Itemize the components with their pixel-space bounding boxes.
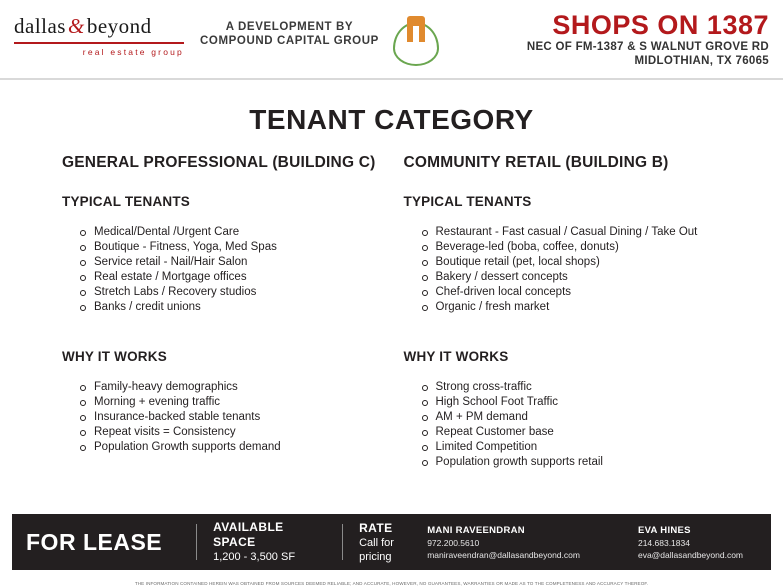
column-general-professional bbox=[62, 154, 386, 470]
typical-tenants-label: TYPICAL TENANTS bbox=[62, 194, 191, 209]
list-item: Organic / fresh market bbox=[422, 300, 728, 315]
contact-email[interactable]: eva@dallasandbeyond.com bbox=[637, 549, 743, 560]
list-item: Restaurant - Fast casual / Casual Dining / Take Out bbox=[422, 225, 728, 240]
list-item: Family-heavy demographics bbox=[80, 380, 386, 395]
page-header bbox=[0, 0, 783, 78]
list-item: High School Foot Traffic bbox=[422, 395, 728, 410]
project-title: SHOPS ON 1387 bbox=[552, 10, 769, 40]
available-space-label: AVAILABLE SPACE bbox=[213, 520, 284, 549]
project-address-1: NEC OF FM-1387 & S WALNUT GROVE RD bbox=[526, 41, 769, 53]
footer-divider bbox=[196, 524, 197, 560]
contact-email[interactable]: maniraveendran@dallasandbeyond.com bbox=[427, 549, 580, 560]
rate-label: RATE bbox=[359, 520, 393, 535]
available-space-value: 1,200 - 3,500 SF bbox=[213, 551, 296, 563]
typical-tenants-list bbox=[422, 225, 728, 315]
list-item: Bakery / dessert concepts bbox=[422, 270, 728, 285]
brand-tagline: real estate group bbox=[82, 47, 184, 57]
list-item: Chef-driven local concepts bbox=[422, 285, 728, 300]
list-item: AM + PM demand bbox=[422, 410, 728, 425]
why-it-works-list bbox=[80, 380, 386, 455]
brand-name-left: dallas bbox=[14, 14, 66, 38]
for-lease-label: FOR LEASE bbox=[26, 528, 163, 555]
footer-bar bbox=[12, 514, 771, 570]
category-columns bbox=[0, 154, 783, 470]
list-item: Banks / credit unions bbox=[80, 300, 386, 315]
typical-tenants-label: TYPICAL TENANTS bbox=[403, 194, 532, 209]
contact-card bbox=[427, 524, 580, 561]
list-item: Service retail - Nail/Hair Salon bbox=[80, 255, 386, 270]
list-item: Population growth supports retail bbox=[422, 455, 728, 470]
list-item: Morning + evening traffic bbox=[80, 395, 386, 410]
rate-value: Call for pricing bbox=[359, 536, 394, 563]
why-it-works-label: WHY IT WORKS bbox=[403, 349, 509, 364]
brand-divider bbox=[14, 42, 184, 44]
typical-tenants-list bbox=[80, 225, 386, 315]
disclaimer-text: THE INFORMATION CONTAINED HEREIN WAS OBTAINED FROM SOURCES DEEMED RELIABLE; AND ACCURATE, HOWEVER, NO GUARANTEES, WARRANTIES OR MADE AS TO THE COMPLETENESS AND ACCURACY THEREOF. bbox=[134, 581, 649, 586]
column-heading: COMMUNITY RETAIL (BUILDING B) bbox=[403, 154, 669, 171]
spacer bbox=[404, 315, 728, 349]
why-it-works-list bbox=[422, 380, 728, 470]
main-content bbox=[0, 78, 783, 470]
developer-credit bbox=[200, 8, 379, 48]
brand-name bbox=[14, 14, 186, 39]
why-it-works-label: WHY IT WORKS bbox=[62, 349, 167, 364]
brand-ampersand: & bbox=[67, 14, 85, 38]
page-title: TENANT CATEGORY bbox=[249, 104, 534, 135]
available-space-block bbox=[213, 520, 326, 564]
list-item: Repeat Customer base bbox=[422, 425, 728, 440]
footer-divider bbox=[342, 524, 343, 560]
list-item: Repeat visits = Consistency bbox=[80, 425, 386, 440]
contact-name: EVA HINES bbox=[637, 524, 691, 536]
list-item: Strong cross-traffic bbox=[422, 380, 728, 395]
list-item: Stretch Labs / Recovery studios bbox=[80, 285, 386, 300]
column-heading: GENERAL PROFESSIONAL (BUILDING C) bbox=[62, 154, 376, 171]
contact-name: MANI RAVEENDRAN bbox=[427, 524, 525, 536]
brand-name-right: beyond bbox=[86, 14, 152, 38]
list-item: Boutique - Fitness, Yoga, Med Spas bbox=[80, 240, 386, 255]
contacts bbox=[427, 524, 757, 561]
building-shape bbox=[407, 16, 425, 42]
list-item: Medical/Dental /Urgent Care bbox=[80, 225, 386, 240]
project-address-2: MIDLOTHIAN, TX 76065 bbox=[634, 55, 769, 67]
brand-logo bbox=[14, 8, 186, 57]
developer-line-2: COMPOUND CAPITAL GROUP bbox=[200, 35, 379, 47]
header-divider bbox=[0, 78, 783, 80]
list-item: Beverage-led (boba, coffee, donuts) bbox=[422, 240, 728, 255]
list-item: Insurance-backed stable tenants bbox=[80, 410, 386, 425]
project-identity bbox=[527, 8, 769, 68]
column-community-retail bbox=[404, 154, 728, 470]
list-item: Population Growth supports demand bbox=[80, 440, 386, 455]
contact-phone[interactable]: 972.200.5610 bbox=[427, 537, 480, 548]
spacer bbox=[62, 315, 386, 349]
contact-phone[interactable]: 214.683.1834 bbox=[637, 537, 690, 548]
developer-line-1: A DEVELOPMENT BY bbox=[225, 21, 354, 33]
contact-card bbox=[638, 524, 743, 561]
list-item: Boutique retail (pet, local shops) bbox=[422, 255, 728, 270]
building-leaf-icon bbox=[393, 14, 439, 66]
rate-block bbox=[359, 521, 427, 564]
list-item: Limited Competition bbox=[422, 440, 728, 455]
list-item: Real estate / Mortgage offices bbox=[80, 270, 386, 285]
